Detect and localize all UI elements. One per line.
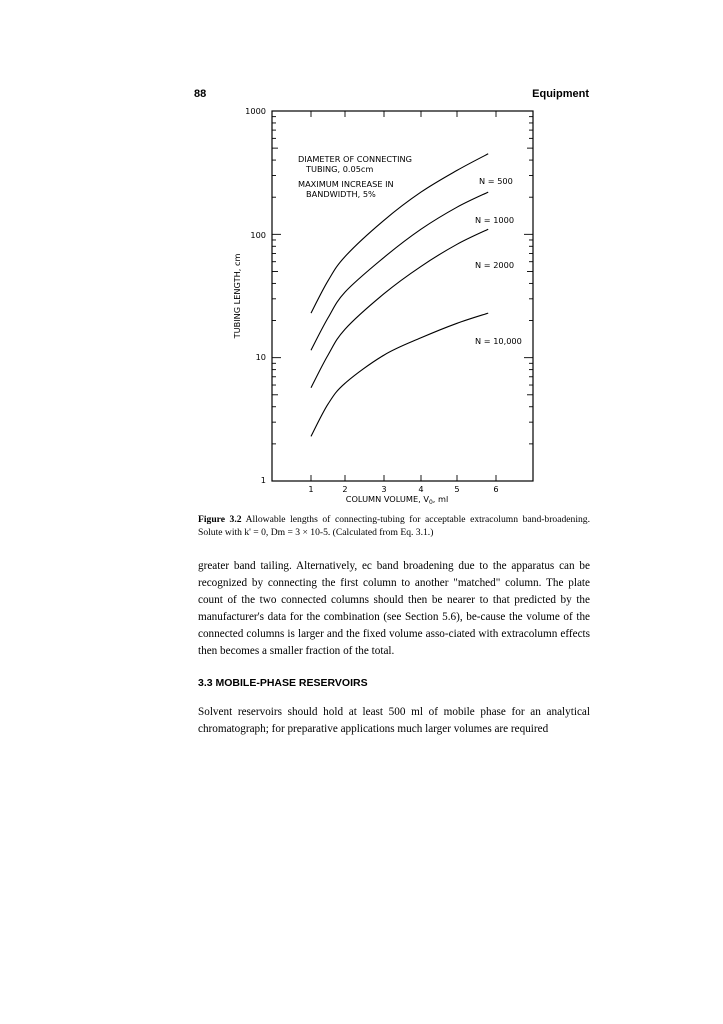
series-line-4 bbox=[311, 313, 488, 436]
chart-annotation-line-3: MAXIMUM INCREASE IN bbox=[298, 179, 394, 189]
x-tick-label-2: 2 bbox=[342, 484, 348, 494]
running-title: Equipment bbox=[532, 88, 589, 100]
body-paragraph-1: greater band tailing. Alternatively, ec band broadening due to the apparatus can be recognized by connecting the first column to another "matched" column. The plate count of the two connected columns should then be nearer to that predicted by the manufacturer's data for the combination (see Section 5.6), be-cause the volume of the connected columns is larger and the fixed volume asso-ciated with extracolumn effects then becomes a smaller fraction of the total. bbox=[198, 560, 590, 657]
series-label-n500: N = 500 bbox=[479, 176, 513, 186]
x-axis-label-subscript: 0 bbox=[428, 499, 433, 506]
x-axis-label-text: COLUMN VOLUME, V bbox=[345, 494, 429, 504]
y-tick-label-100: 100 bbox=[250, 230, 266, 240]
x-axis-label bbox=[346, 494, 449, 506]
chart-annotation-line-2: TUBING, 0.05cm bbox=[306, 164, 374, 174]
series-label-n10000: N = 10,000 bbox=[475, 336, 522, 346]
series-label-n1000: N = 1000 bbox=[475, 215, 515, 225]
y-axis-label: TUBING LENGTH, cm bbox=[232, 253, 242, 339]
chart-annotation-line-4: BANDWIDTH, 5% bbox=[306, 189, 376, 199]
x-tick-label-6: 6 bbox=[493, 484, 499, 494]
y-tick-label-1000: 1000 bbox=[245, 106, 266, 116]
x-axis-label-unit: , ml bbox=[432, 494, 449, 504]
section-heading: 3.3 MOBILE-PHASE RESERVOIRS bbox=[198, 677, 368, 689]
series-line-2 bbox=[311, 192, 488, 350]
figure-caption bbox=[198, 513, 590, 539]
body-paragraph-2: Solvent reservoirs should hold at least 500 ml of mobile phase for an analytical chromatograph; for preparative applications much larger volumes are required bbox=[198, 706, 590, 735]
series-label-n2000: N = 2000 bbox=[475, 260, 515, 270]
series-line-1 bbox=[311, 154, 488, 313]
tubing-length-chart bbox=[0, 0, 723, 510]
x-tick-label-4: 4 bbox=[418, 484, 424, 494]
y-tick-label-10: 10 bbox=[255, 352, 266, 362]
chart-annotation-line-1: DIAMETER OF CONNECTING bbox=[298, 154, 412, 164]
figure-label: Figure 3.2 bbox=[198, 514, 242, 525]
x-tick-label-5: 5 bbox=[454, 484, 460, 494]
page-number: 88 bbox=[194, 88, 207, 100]
y-tick-label-1: 1 bbox=[260, 475, 266, 485]
x-tick-label-1: 1 bbox=[308, 484, 314, 494]
figure-caption-text: Allowable lengths of connecting-tubing for acceptable extracolumn band-broadening. Solute with k' = 0, Dm = 3 × 10-5. (Calculated from Eq. 3.1.) bbox=[198, 514, 590, 538]
x-tick-label-3: 3 bbox=[381, 484, 387, 494]
series-line-3 bbox=[311, 229, 488, 388]
